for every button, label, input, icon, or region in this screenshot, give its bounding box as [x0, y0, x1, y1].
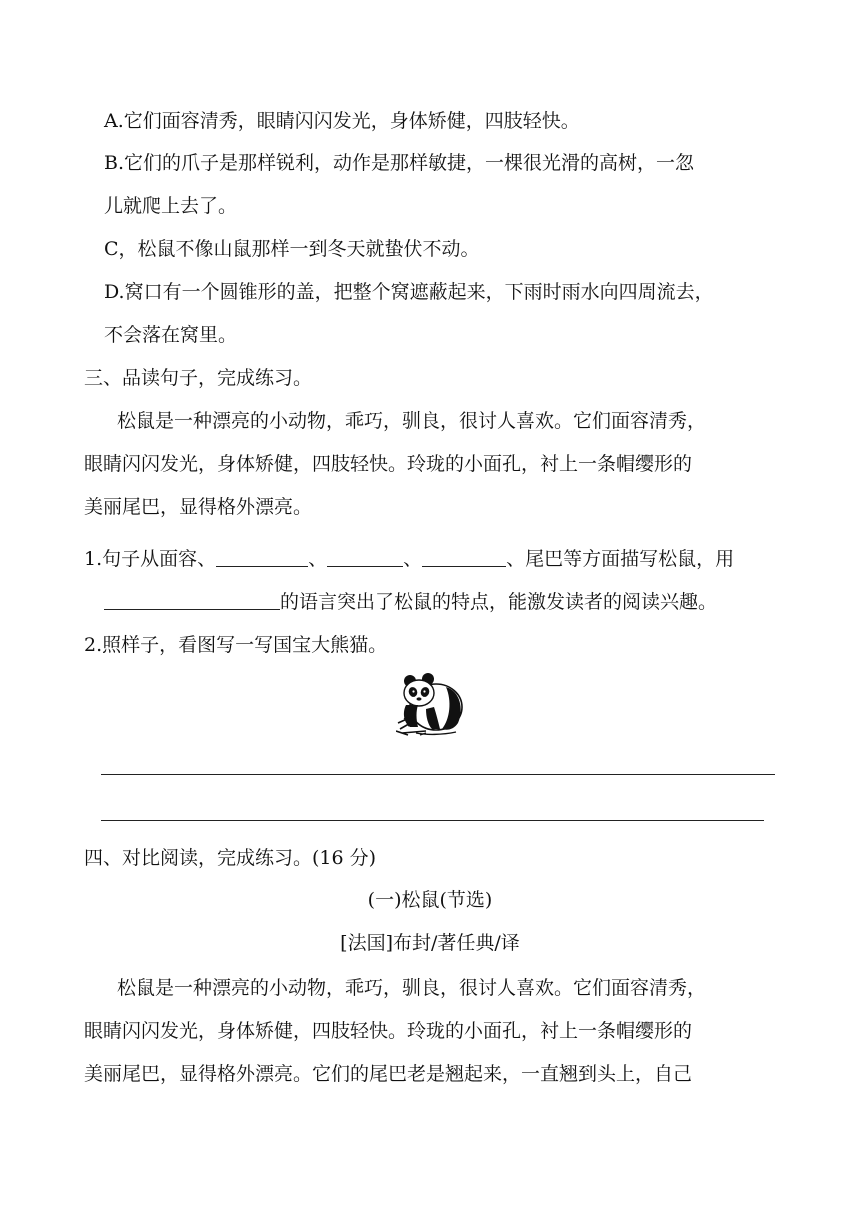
question-1-line1 — [84, 546, 734, 572]
writing-line-2[interactable] — [101, 820, 764, 821]
option-d-line1: D.窝口有一个圆锥形的盖，把整个窝遮蔽起来，下雨时雨水向四周流去， — [104, 281, 714, 303]
answer-blank-4[interactable] — [104, 591, 280, 610]
option-d-line2: 不会落在窝里。 — [104, 324, 238, 346]
article-author: [法国]布封/著任典/译 — [340, 932, 520, 954]
answer-blank-3[interactable] — [422, 548, 506, 567]
section4-passage-line3: 美丽尾巴，显得格外漂亮。它们的尾巴老是翘起来，一直翘到头上，自己 — [84, 1063, 693, 1085]
option-a: A.它们面容清秀，眼睛闪闪发光，身体矫健，四肢轻快。 — [104, 110, 580, 132]
option-b-line2: 儿就爬上去了。 — [104, 195, 238, 217]
question-1-sep2: 、 — [403, 548, 423, 570]
section3-passage-line2: 眼睛闪闪发光，身体矫健，四肢轻快。玲珑的小面孔，衬上一条帽缨形的 — [84, 453, 693, 475]
panda-image — [396, 671, 466, 737]
question-2: 2.照样子，看图写一写国宝大熊猫。 — [84, 634, 388, 656]
section3-heading: 三、品读句子，完成练习。 — [84, 367, 313, 389]
answer-blank-1[interactable] — [216, 548, 308, 567]
question-1-text-c: 的语言突出了松鼠的特点，能激发读者的阅读兴趣。 — [280, 591, 718, 613]
answer-blank-2[interactable] — [327, 548, 403, 567]
question-1-text-a: 1.句子从面容、 — [84, 548, 217, 570]
option-c: C，松鼠不像山鼠那样一到冬天就蛰伏不动。 — [104, 238, 480, 260]
question-1-text-b: 、尾巴等方面描写松鼠，用 — [506, 548, 735, 570]
option-b-line1: B.它们的爪子是那样锐利，动作是那样敏捷，一棵很光滑的高树，一忽 — [104, 152, 695, 174]
writing-line-1[interactable] — [101, 774, 775, 775]
section3-passage-line3: 美丽尾巴，显得格外漂亮。 — [84, 496, 313, 518]
section4-passage-line1: 松鼠是一种漂亮的小动物，乖巧，驯良，很讨人喜欢。它们面容清秀， — [117, 977, 707, 999]
question-1-sep1: 、 — [308, 548, 328, 570]
section4-passage-line2: 眼睛闪闪发光，身体矫健，四肢轻快。玲珑的小面孔，衬上一条帽缨形的 — [84, 1020, 693, 1042]
section4-heading: 四、对比阅读，完成练习。(16 分) — [84, 847, 377, 869]
article-title: (一)松鼠(节选) — [367, 889, 493, 911]
question-1-line2 — [104, 589, 717, 615]
section3-passage-line1: 松鼠是一种漂亮的小动物，乖巧，驯良，很讨人喜欢。它们面容清秀， — [117, 410, 707, 432]
